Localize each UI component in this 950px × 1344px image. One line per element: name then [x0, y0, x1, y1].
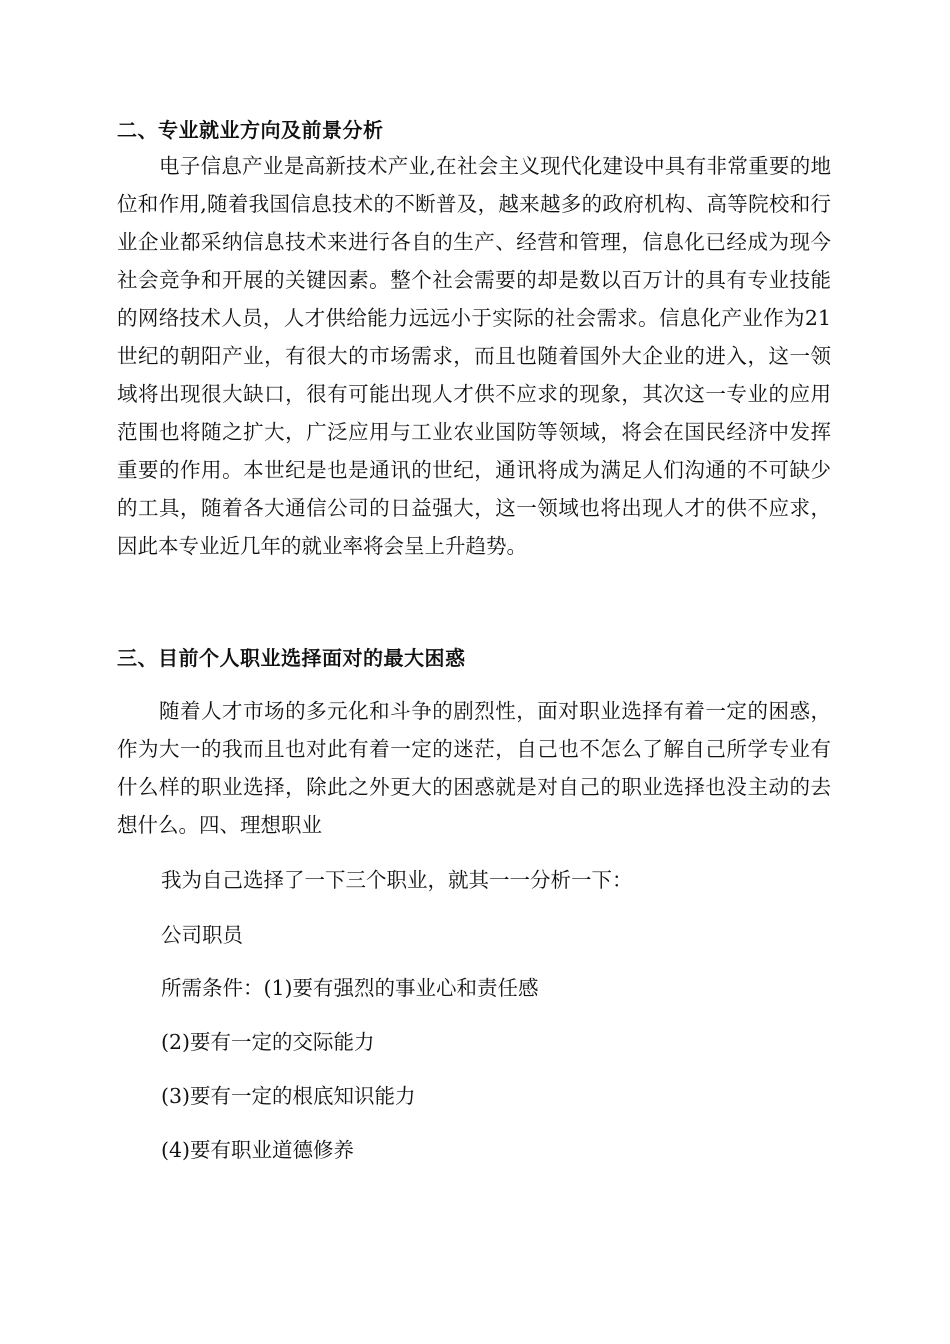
text-line-requirement-1: 所需条件：(1)要有强烈的事业心和责任感 — [161, 976, 539, 1000]
paragraph-career-confusion: 随着人才市场的多元化和斗争的剧烈性，面对职业选择有着一定的困惑，作为大一的我而且也对此有着一定的迷茫，自己也不怎么了解自己所学专业有什么样的职业选择，除此之外更大的困惑就是对自己的职业选择也没主动的去想什么。四、理想职业 — [117, 699, 831, 837]
text-line-requirement-2: (2)要有一定的交际能力 — [161, 1030, 375, 1054]
section-heading-career-prospects: 二、专业就业方向及前景分析 — [117, 118, 384, 142]
paragraph-industry-analysis: 电子信息产业是高新技术产业,在社会主义现代化建设中具有非常重要的地位和作用,随着我国信息技术的不断普及，越来越多的政府机构、高等院校和行业企业都采纳信息技术来进行各自的生产、经营和管理，信息化已经成为现今社会竞争和开展的关键因素。整个社会需要的却是数以百万计的具有专业技能的网络技术人员，人才供给能力远远小于实际的社会需求。信息化产业作为21世纪的朝阳产业，有很大的市场需求，而且也随着国外大企业的进入，这一领域将出现很大缺口，很有可能出现人才供不应求的现象，其次这一专业的应用范围也将随之扩大，广泛应用与工业农业国防等领域，将会在国民经济中发挥重要的作用。本世纪是也是通讯的世纪，通讯将成为满足人们沟通的不可缺少的工具，随着各大通信公司的日益强大，这一领域也将出现人才的供不应求，因此本专业近几年的就业率将会呈上升趋势。 — [117, 154, 831, 558]
text-line-job-title: 公司职员 — [161, 923, 243, 947]
section-heading-career-confusion: 三、目前个人职业选择面对的最大困惑 — [117, 646, 466, 670]
text-line-requirement-4: (4)要有职业道德修养 — [161, 1138, 355, 1162]
text-line-intro: 我为自己选择了一下三个职业，就其一一分析一下： — [161, 868, 633, 892]
text-line-requirement-3: (3)要有一定的根底知识能力 — [161, 1084, 416, 1108]
